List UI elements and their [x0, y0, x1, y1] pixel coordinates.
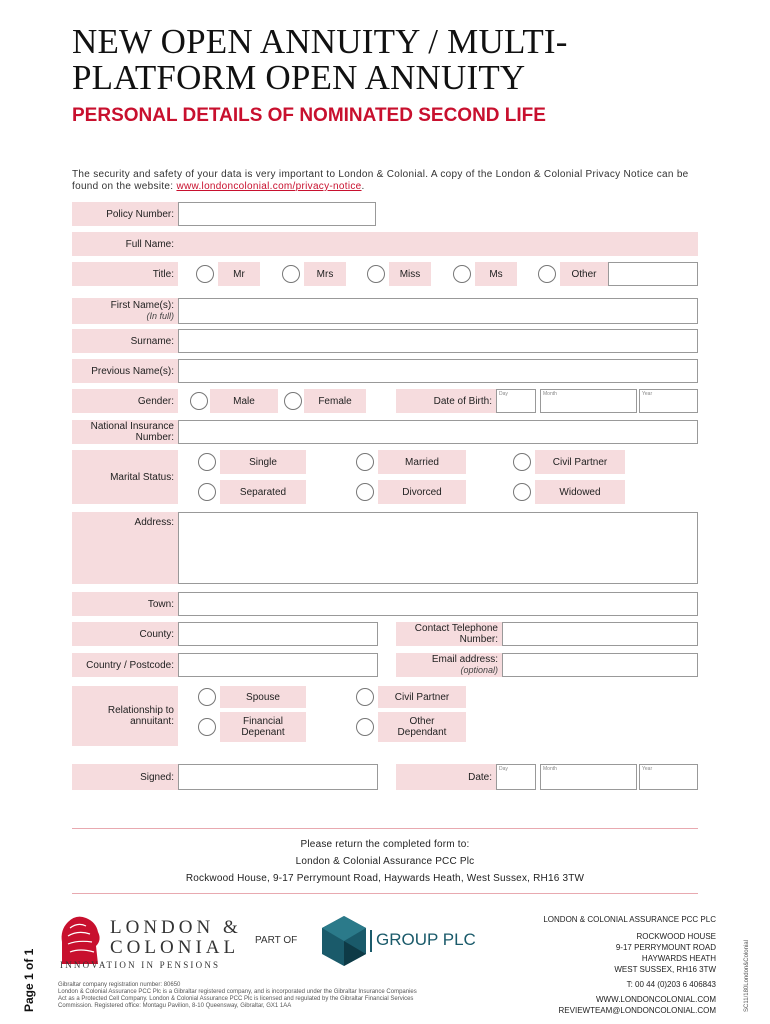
address-line-2: ROCKWOOD HOUSE	[636, 932, 716, 941]
rel-spouse-label: Spouse	[220, 686, 306, 708]
county-label: County:	[72, 622, 178, 646]
first-names-note: (In full)	[146, 311, 174, 321]
section-subtitle: PERSONAL DETAILS OF NOMINATED SECOND LIFE	[72, 105, 546, 126]
signed-label: Signed:	[72, 764, 178, 790]
relationship-line1: Relationship to	[107, 705, 174, 716]
address-field[interactable]	[178, 512, 698, 584]
dob-month-field[interactable]: Month	[540, 389, 637, 413]
ni-label-line2: Number:	[135, 432, 174, 443]
return-line-1: Please return the completed form to:	[300, 839, 470, 850]
address-label: Address:	[72, 512, 178, 584]
divider-top	[72, 828, 698, 829]
county-field[interactable]	[178, 622, 378, 646]
policy-number-label: Policy Number:	[72, 202, 178, 226]
gender-label: Gender:	[72, 389, 178, 413]
title-other-field[interactable]	[608, 262, 698, 286]
town-field[interactable]	[178, 592, 698, 616]
contact-phone-line2: Number:	[459, 634, 498, 645]
gender-female-radio[interactable]	[284, 392, 302, 410]
part-of-label: PART OF	[255, 935, 298, 946]
legal-line-3: Act as a Protected Cell Company. London & Colonial Assurance PCC Plc is licensed and regulated by the Gibraltar Financial Services	[58, 996, 414, 1002]
title-mrs-radio[interactable]	[282, 265, 300, 283]
intro-text: The security and safety of your data is very important to London & Colonial. A copy of the London & Colonial Privacy Notice can be found on the website:	[72, 169, 689, 192]
group-divider	[370, 930, 372, 952]
marital-divorced-label: Divorced	[378, 480, 466, 504]
marital-widowed-label: Widowed	[535, 480, 625, 504]
previous-names-label: Previous Name(s):	[72, 359, 178, 383]
group-name: GROUP PLC	[376, 930, 476, 949]
legal-line-2: London & Colonial Assurance PCC Plc is a Gibraltar registered company, and is incorporated under the Gibraltar Insurance Companies	[58, 989, 417, 995]
marital-civil-radio[interactable]	[513, 453, 531, 471]
first-names-field[interactable]	[178, 298, 698, 324]
legal-line-4: Commission. Registered office: Montagu Pavilion, 8-10 Queensway, Gibraltar, GX1 1AA	[58, 1003, 292, 1009]
title-mr-label: Mr	[218, 262, 260, 286]
date-day-field[interactable]: Day	[496, 764, 536, 790]
company-address	[480, 914, 716, 1016]
rel-financial-line1: Financial	[242, 716, 284, 727]
marital-widowed-radio[interactable]	[513, 483, 531, 501]
rel-financial-line2: Depenant	[241, 727, 285, 738]
policy-number-field[interactable]	[178, 202, 376, 226]
gender-female-label: Female	[304, 389, 366, 413]
email-label-note: (optional)	[460, 665, 498, 675]
first-names-label	[72, 298, 178, 324]
full-name-label: Full Name:	[72, 232, 178, 256]
email-field[interactable]	[502, 653, 698, 677]
logo-line-2: COLONIAL	[110, 937, 240, 958]
rel-other-line1: Other	[409, 716, 435, 727]
return-line-2: London & Colonial Assurance PCC Plc	[295, 856, 475, 867]
email-link[interactable]: REVIEWTEAM@LONDONCOLONIAL.COM	[558, 1006, 716, 1015]
ni-label-line1: National Insurance	[90, 421, 174, 432]
marital-separated-label: Separated	[220, 480, 306, 504]
contact-phone-field[interactable]	[502, 622, 698, 646]
address-line-3: 9-17 PERRYMOUNT ROAD	[615, 943, 716, 952]
group-hexagon-icon	[320, 914, 368, 968]
marital-divorced-radio[interactable]	[356, 483, 374, 501]
rel-other-radio[interactable]	[356, 718, 374, 736]
logo-tagline: INNOVATION IN PENSIONS	[60, 960, 221, 970]
marital-civil-label: Civil Partner	[535, 450, 625, 474]
marital-status-label: Marital Status:	[72, 450, 178, 504]
full-name-row	[178, 232, 698, 256]
title-other-radio[interactable]	[538, 265, 556, 283]
date-month-field[interactable]: Month	[540, 764, 637, 790]
ni-label	[72, 420, 178, 444]
signature-field[interactable]	[178, 764, 378, 790]
rel-financial-label	[220, 712, 306, 742]
relationship-line2: annuitant:	[130, 716, 174, 727]
company-logo-text	[110, 918, 242, 958]
marital-single-radio[interactable]	[198, 453, 216, 471]
date-label: Date:	[396, 764, 496, 790]
surname-label: Surname:	[72, 329, 178, 353]
document-code: SC11/180London&Colonial	[744, 940, 750, 1012]
title-mrs-label: Mrs	[304, 262, 346, 286]
intro-end: .	[361, 181, 365, 192]
legal-text	[58, 982, 478, 1010]
divider-bottom	[72, 893, 698, 894]
email-label	[396, 653, 502, 677]
dob-year-field[interactable]: Year	[639, 389, 698, 413]
relationship-label	[72, 686, 178, 746]
page-number: Page 1 of 1	[22, 948, 36, 1012]
address-line-1: LONDON & COLONIAL ASSURANCE PCC PLC	[543, 915, 716, 924]
title-ms-radio[interactable]	[453, 265, 471, 283]
dob-day-field[interactable]: Day	[496, 389, 536, 413]
gender-male-label: Male	[210, 389, 278, 413]
gender-male-radio[interactable]	[190, 392, 208, 410]
surname-field[interactable]	[178, 329, 698, 353]
title-mr-radio[interactable]	[196, 265, 214, 283]
rel-other-line2: Dependant	[397, 727, 447, 738]
address-line-5: WEST SUSSEX, RH16 3TW	[614, 965, 716, 974]
website-link[interactable]: WWW.LONDONCOLONIAL.COM	[595, 995, 716, 1004]
privacy-intro	[72, 169, 702, 193]
rel-financial-radio[interactable]	[198, 718, 216, 736]
ni-field[interactable]	[178, 420, 698, 444]
title-line-1: NEW OPEN ANNUITY / MULTI-	[72, 22, 568, 61]
dob-label: Date of Birth:	[396, 389, 496, 413]
marital-single-label: Single	[220, 450, 306, 474]
country-postcode-field[interactable]	[178, 653, 378, 677]
logo-line-1: LONDON &	[110, 917, 242, 938]
marital-married-radio[interactable]	[356, 453, 374, 471]
town-label: Town:	[72, 592, 178, 616]
contact-phone-line1: Contact Telephone	[414, 623, 498, 634]
previous-names-field[interactable]	[178, 359, 698, 383]
rel-other-label	[378, 712, 466, 742]
title-miss-label: Miss	[389, 262, 431, 286]
title-line-2: PLATFORM OPEN ANNUITY	[72, 58, 526, 97]
rel-spouse-radio[interactable]	[198, 688, 216, 706]
title-miss-radio[interactable]	[367, 265, 385, 283]
address-line-4: HAYWARDS HEATH	[641, 954, 716, 963]
first-names-text: First Name(s):	[110, 300, 174, 311]
marital-married-label: Married	[378, 450, 466, 474]
privacy-notice-link[interactable]: www.londoncolonial.com/privacy-notice	[176, 181, 362, 192]
title-ms-label: Ms	[475, 262, 517, 286]
title-other-label: Other	[560, 262, 608, 286]
contact-phone-label	[396, 622, 502, 646]
country-postcode-label: Country / Postcode:	[72, 653, 178, 677]
telephone: T: 00 44 (0)203 6 406843	[626, 980, 716, 989]
page-title	[72, 24, 568, 96]
title-options	[178, 262, 698, 286]
marital-separated-radio[interactable]	[198, 483, 216, 501]
rel-civil-label: Civil Partner	[378, 686, 466, 708]
return-line-3: Rockwood House, 9-17 Perrymount Road, Haywards Heath, West Sussex, RH16 3TW	[185, 873, 585, 884]
rel-civil-radio[interactable]	[356, 688, 374, 706]
email-label-text: Email address:	[431, 654, 498, 665]
legal-line-1: Gibraltar company registration number: 80650	[58, 982, 181, 988]
date-year-field[interactable]: Year	[639, 764, 698, 790]
title-label: Title:	[72, 262, 178, 286]
